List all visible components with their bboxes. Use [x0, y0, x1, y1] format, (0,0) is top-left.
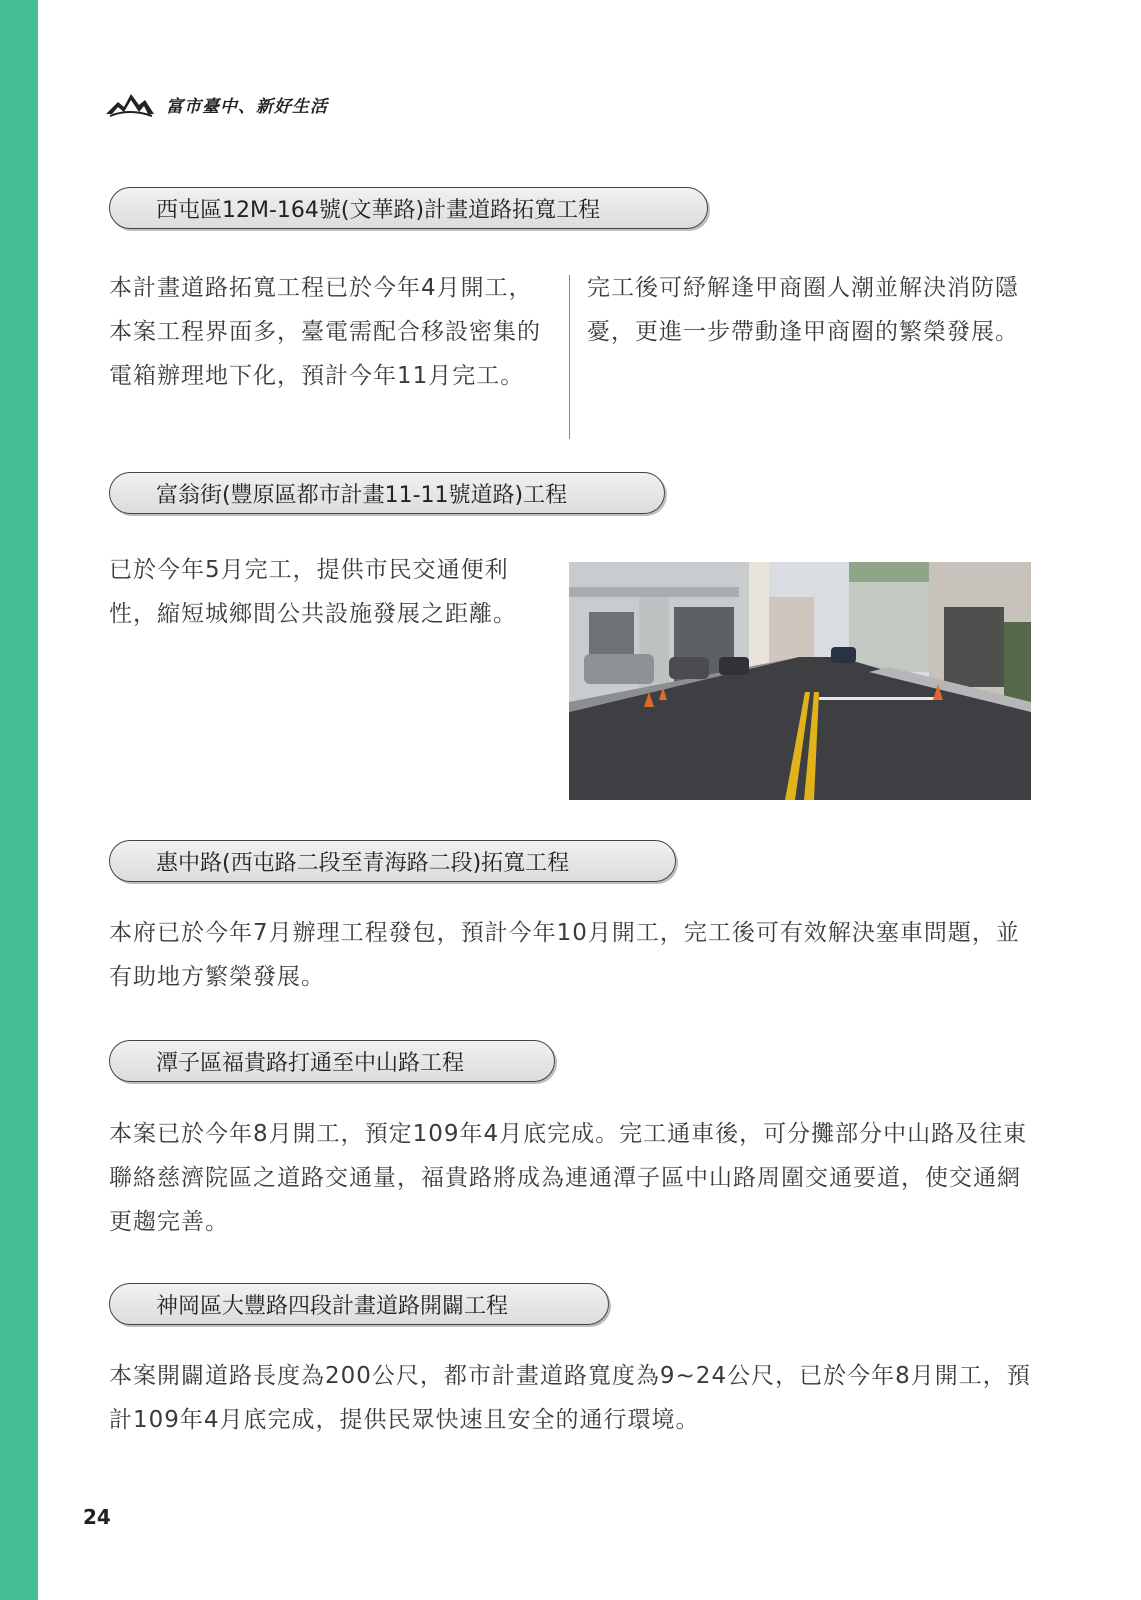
section-1-right-column: 完工後可紓解逢甲商圈人潮並解決消防隱憂，更進一步帶動逢甲商圈的繁榮發展。 — [587, 275, 1019, 345]
mountain-logo-icon — [104, 90, 156, 118]
section-title-pill: 惠中路(西屯路二段至青海路二段)拓寬工程 — [109, 840, 676, 882]
section-3-text: 本府已於今年7月辦理工程發包，預計今年10月開工，完工後可有效解決塞車問題，並有助地方繁榮發展。 — [109, 920, 1020, 990]
section-4-text: 本案已於今年8月開工，預定109年4月底完成。完工通車後，可分攤部分中山路及往東聯絡慈濟院區之道路交通量，福貴路將成為連通潭子區中山路周圍交通要道，使交通網更趨完善。 — [109, 1121, 1028, 1235]
side-color-bar — [0, 0, 38, 1600]
section-2-text: 已於今年5月完工，提供市民交通便利性，縮短城鄉間公共設施發展之距離。 — [109, 557, 517, 627]
section-title-pill: 神岡區大豐路四段計畫道路開闢工程 — [109, 1283, 609, 1325]
header-slogan: 富市臺中、新好生活 — [166, 96, 328, 117]
column-divider — [569, 275, 570, 439]
section-1-left-column: 本計畫道路拓寬工程已於今年4月開工，本案工程界面多，臺電需配合移設密集的電箱辦理地下化，預計今年11月完工。 — [109, 275, 541, 389]
section-5-text: 本案開闢道路長度為200公尺，都市計畫道路寬度為9~24公尺，已於今年8月開工，預計109年4月底完成，提供民眾快速且安全的通行環境。 — [109, 1363, 1031, 1433]
section-title-pill: 潭子區福貴路打通至中山路工程 — [109, 1040, 555, 1082]
page-header — [104, 88, 328, 120]
section-title-pill: 富翁街(豐原區都市計畫11-11號道路)工程 — [109, 472, 665, 514]
section-title-pill: 西屯區12M-164號(文華路)計畫道路拓寬工程 — [109, 187, 708, 229]
page-number: 24 — [83, 1505, 111, 1529]
road-photo — [569, 562, 1031, 800]
